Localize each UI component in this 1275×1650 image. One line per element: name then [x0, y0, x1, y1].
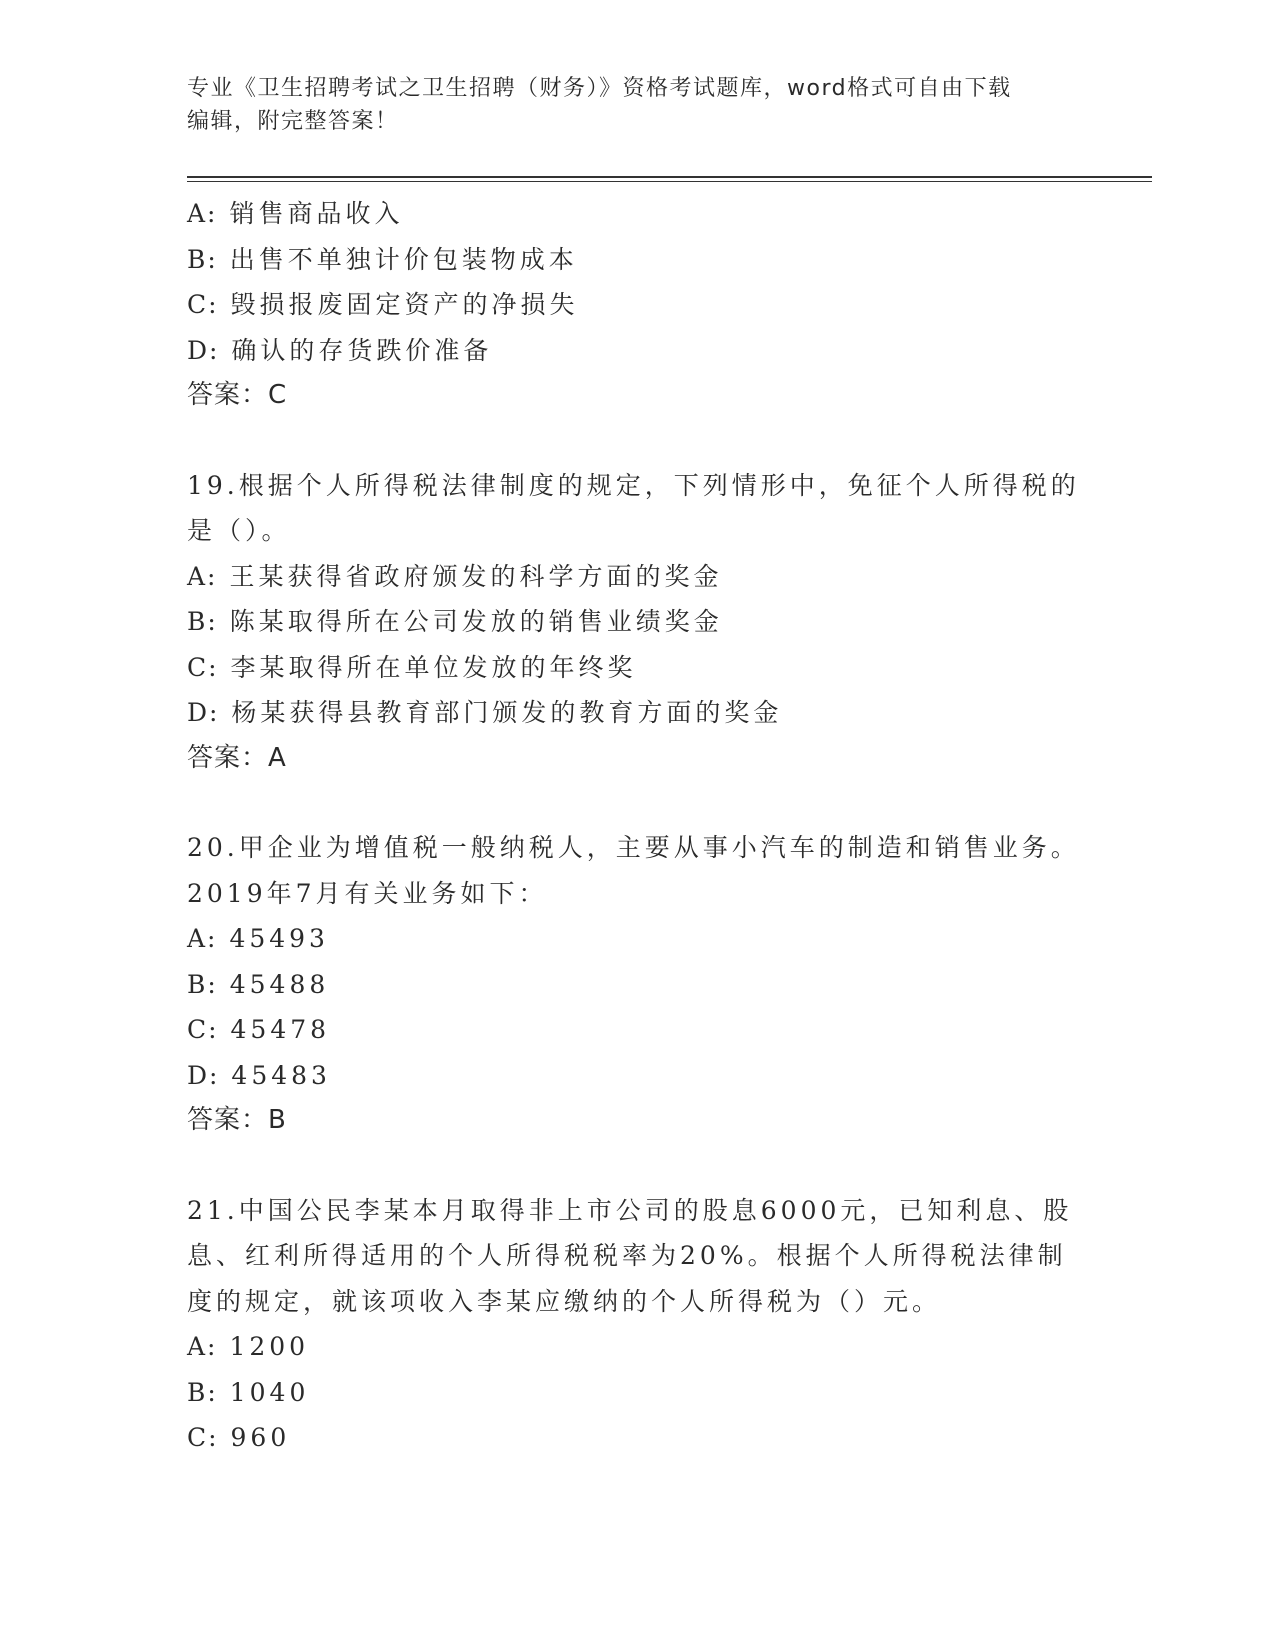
option-b: B: 1040	[187, 1377, 310, 1407]
question-stem-line: 2019年7月有关业务如下：	[187, 878, 548, 908]
option-c: C: 960	[187, 1423, 291, 1452]
answer-label: 答案：C	[187, 380, 288, 410]
option-a: A: 45493	[187, 924, 329, 953]
option-a: A: 1200	[187, 1332, 310, 1361]
option-b: B: 陈某取得所在公司发放的销售业绩奖金	[187, 607, 723, 636]
document-header	[187, 72, 1087, 138]
option-d: D: 杨某获得县教育部门颁发的教育方面的奖金	[187, 698, 783, 727]
question-block-20	[187, 825, 1087, 1144]
question-stem-line: 20.甲企业为增值税一般纳税人，主要从事小汽车的制造和销售业务。	[187, 833, 1080, 862]
question-block-19	[187, 463, 1087, 782]
option-b: B: 出售不单独计价包装物成本	[187, 244, 578, 274]
question-stem-line: 21.中国公民李某本月取得非上市公司的股息6000元，已知利息、股	[187, 1195, 1073, 1225]
option-c: C: 45478	[187, 1015, 331, 1044]
header-divider-thick	[187, 176, 1152, 178]
question-stem-line: 度的规定，就该项收入李某应缴纳的个人所得税为（）元。	[187, 1286, 942, 1316]
option-b: B: 45488	[187, 969, 330, 999]
header-divider-thin	[187, 181, 1152, 182]
option-d: D: 45483	[187, 1060, 331, 1090]
question-stem-line: 息、红利所得适用的个人所得税税率为20%。根据个人所得税法律制	[187, 1241, 1067, 1270]
question-block-18	[187, 191, 1087, 419]
question-content	[187, 191, 1087, 1461]
option-d: D: 确认的存货跌价准备	[187, 335, 493, 365]
option-c: C: 毁损报废固定资产的净损失	[187, 290, 579, 319]
option-a: A: 销售商品收入	[187, 199, 404, 228]
option-c: C: 李某取得所在单位发放的年终奖	[187, 652, 637, 682]
question-stem-line: 是（）。	[187, 516, 291, 545]
header-line-2: 编辑，附完整答案！	[187, 109, 399, 134]
question-block-21	[187, 1188, 1087, 1461]
answer-label: 答案：A	[187, 742, 287, 773]
option-a: A: 王某获得省政府颁发的科学方面的奖金	[187, 561, 723, 591]
answer-label: 答案：B	[187, 1105, 287, 1135]
header-line-1: 专业《卫生招聘考试之卫生招聘（财务）》资格考试题库，word格式可自由下载	[187, 76, 1012, 101]
question-stem-line: 19.根据个人所得税法律制度的规定，下列情形中，免征个人所得税的	[187, 470, 1080, 500]
